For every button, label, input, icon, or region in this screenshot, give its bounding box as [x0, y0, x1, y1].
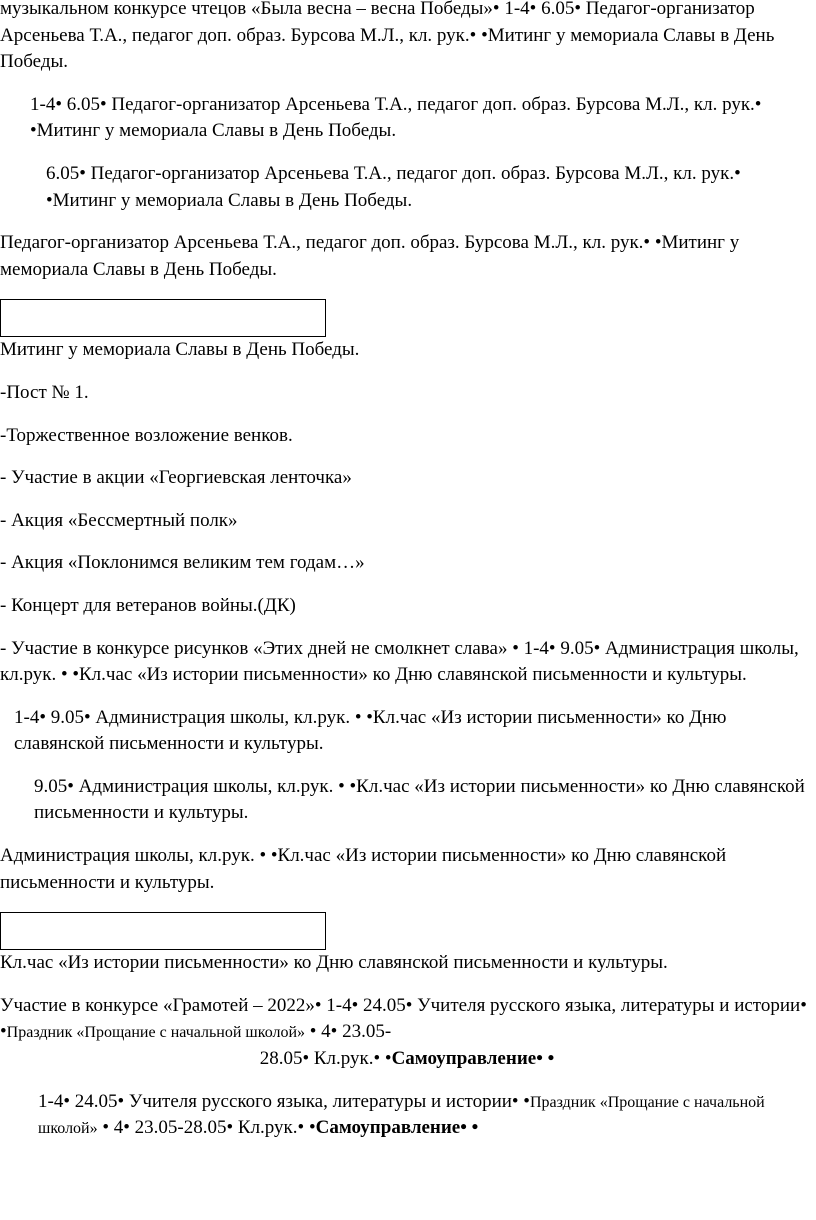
empty-frame-1: [0, 299, 326, 337]
paragraph-17-tail: • 4• 23.05-: [305, 1021, 392, 1043]
paragraph-6: -Пост № 1.: [0, 381, 89, 403]
paragraph-17-text: Участие в конкурсе «Грамотей – 2022»• 1-4• 24.05• Учителя русского языка, литературы и истории• •: [0, 994, 807, 1043]
paragraph-9: - Акция «Бессмертный полк»: [0, 509, 238, 531]
paragraph-12: - Участие в конкурсе рисунков «Этих дней не смолкнет слава» • 1-4• 9.05• Администрация школы, кл.рук. • •Кл.час «Из истории письменности» ко Дню славянской письменности и культуры.: [0, 637, 799, 686]
paragraph-17: [0, 993, 814, 1046]
paragraph-19: [0, 1089, 814, 1142]
paragraph-4: Педагог-организатор Арсеньева Т.А., педагог доп. образ. Бурсова М.Л., кл. рук.• •Митинг у мемориала Славы в День Победы.: [0, 232, 740, 280]
paragraph-18-text: 28.05• Кл.рук.• •: [259, 1048, 392, 1070]
paragraph-1: музыкальном конкурсе чтецов «Была весна – весна Победы»• 1-4• 6.05• Педагог-организатор Арсеньева Т.А., педагог доп. образ. Бурсова М.Л., кл. рук.• •Митинг у мемориала Славы в День Победы.: [0, 0, 775, 73]
paragraph-18-tail: • •: [536, 1048, 555, 1070]
paragraph-8: - Участие в акции «Георгиевская ленточка»: [0, 467, 352, 489]
paragraph-13: 1-4• 9.05• Администрация школы, кл.рук. • •Кл.час «Из истории письменности» ко Дню славянской письменности и культуры.: [14, 706, 727, 755]
paragraph-3: 6.05• Педагог-организатор Арсеньева Т.А., педагог доп. образ. Бурсова М.Л., кл. рук.• •Митинг у мемориала Славы в День Победы.: [46, 162, 741, 211]
paragraph-19-text: 1-4• 24.05• Учителя русского языка, литературы и истории• •: [38, 1090, 530, 1112]
paragraph-19-small-text: Праздник «Прощание с начальной школой»: [38, 1093, 765, 1138]
paragraph-11: - Концерт для ветеранов войны.(ДК): [0, 594, 296, 616]
paragraph-18-bold: Самоуправление: [391, 1048, 537, 1070]
paragraph-2: 1-4• 6.05• Педагог-организатор Арсеньева Т.А., педагог доп. образ. Бурсова М.Л., кл. рук.• •Митинг у мемориала Славы в День Победы.: [30, 93, 762, 142]
paragraph-18: [0, 1046, 814, 1073]
empty-frame-2: [0, 912, 326, 950]
paragraph-16: Кл.час «Из истории письменности» ко Дню славянской письменности и культуры.: [0, 952, 668, 974]
paragraph-19-tail: • •: [460, 1117, 479, 1139]
paragraph-19-mid: • 4• 23.05-28.05• Кл.рук.• •: [97, 1117, 316, 1139]
paragraph-14: 9.05• Администрация школы, кл.рук. • •Кл.час «Из истории письменности» ко Дню славянской письменности и культуры.: [34, 775, 805, 824]
paragraph-7: -Торжественное возложение венков.: [0, 424, 293, 446]
paragraph-19-bold: Самоуправление: [315, 1117, 461, 1139]
paragraph-15: Администрация школы, кл.рук. • •Кл.час «Из истории письменности» ко Дню славянской письменности и культуры.: [0, 845, 727, 893]
paragraph-10: - Акция «Поклонимся великим тем годам…»: [0, 552, 365, 574]
paragraph-17-small-text: Праздник «Прощание с начальной школой»: [6, 1024, 306, 1042]
paragraph-5: Митинг у мемориала Славы в День Победы.: [0, 339, 360, 361]
